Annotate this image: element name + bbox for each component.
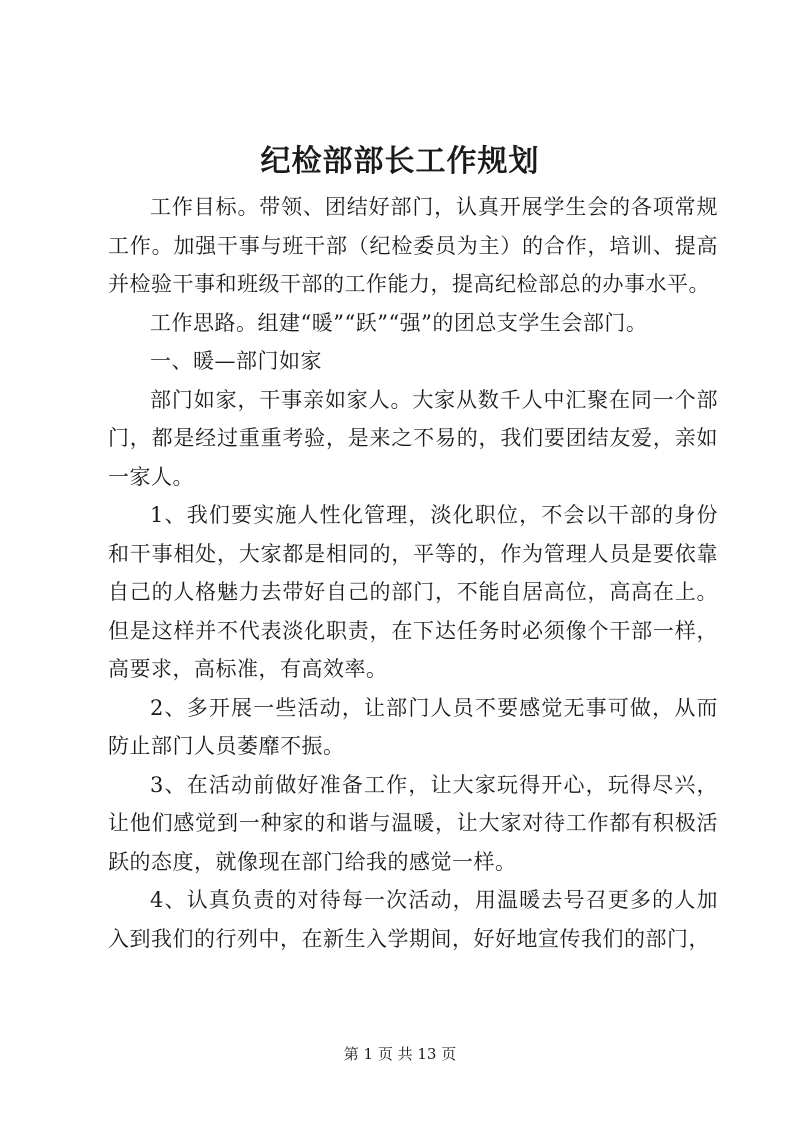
paragraph-item-4: 4、认真负责的对待每一次活动，用温暖去号召更多的人加入到我们的行列中，在新生入学期间，好好地宣传我们的部门， — [108, 888, 718, 951]
paragraph-approach: 工作思路。组建“暖”“跃”“强”的团总支学生会部门。 — [150, 310, 648, 335]
page-footer: 第 1 页 共 13 页 — [343, 1045, 457, 1063]
section-heading-warm: 一、暖—部门如家 — [150, 349, 322, 373]
paragraph-goal: 工作目标。带领、团结好部门，认真开展学生会的各项常规工作。加强干事与班干部（纪检委员为主）的合作，培训、提高并检验干事和班级干部的工作能力，提高纪检部总的办事水平。 — [108, 195, 718, 296]
document-body — [108, 188, 718, 958]
paragraph-item-3: 3、在活动前做好准备工作，让大家玩得开心，玩得尽兴，让他们感觉到一种家的和谐与温暖，让大家对待工作都有积极活跃的态度，就像现在部门给我的感觉一样。 — [108, 772, 718, 874]
paragraph-item-1: 1、我们要实施人性化管理，淡化职位，不会以干部的身份和干事相处，大家都是相同的，平等的，作为管理人员是要依靠自己的人格魅力去带好自己的部门，不能自居高位，高高在上。但是这样并不代表淡化职责，在下达任务时必须像个干部一样，高要求，高标准，有高效率。 — [108, 503, 718, 681]
paragraph-item-2: 2、多开展一些活动，让部门人员不要感觉无事可做，从而防止部门人员萎靡不振。 — [108, 695, 718, 758]
paragraph-department-family: 部门如家，干事亲如家人。大家从数千人中汇聚在同一个部门，都是经过重重考验，是来之不易的，我们要团结友爱，亲如一家人。 — [108, 387, 718, 489]
document-title: 纪检部部长工作规划 — [260, 144, 540, 179]
